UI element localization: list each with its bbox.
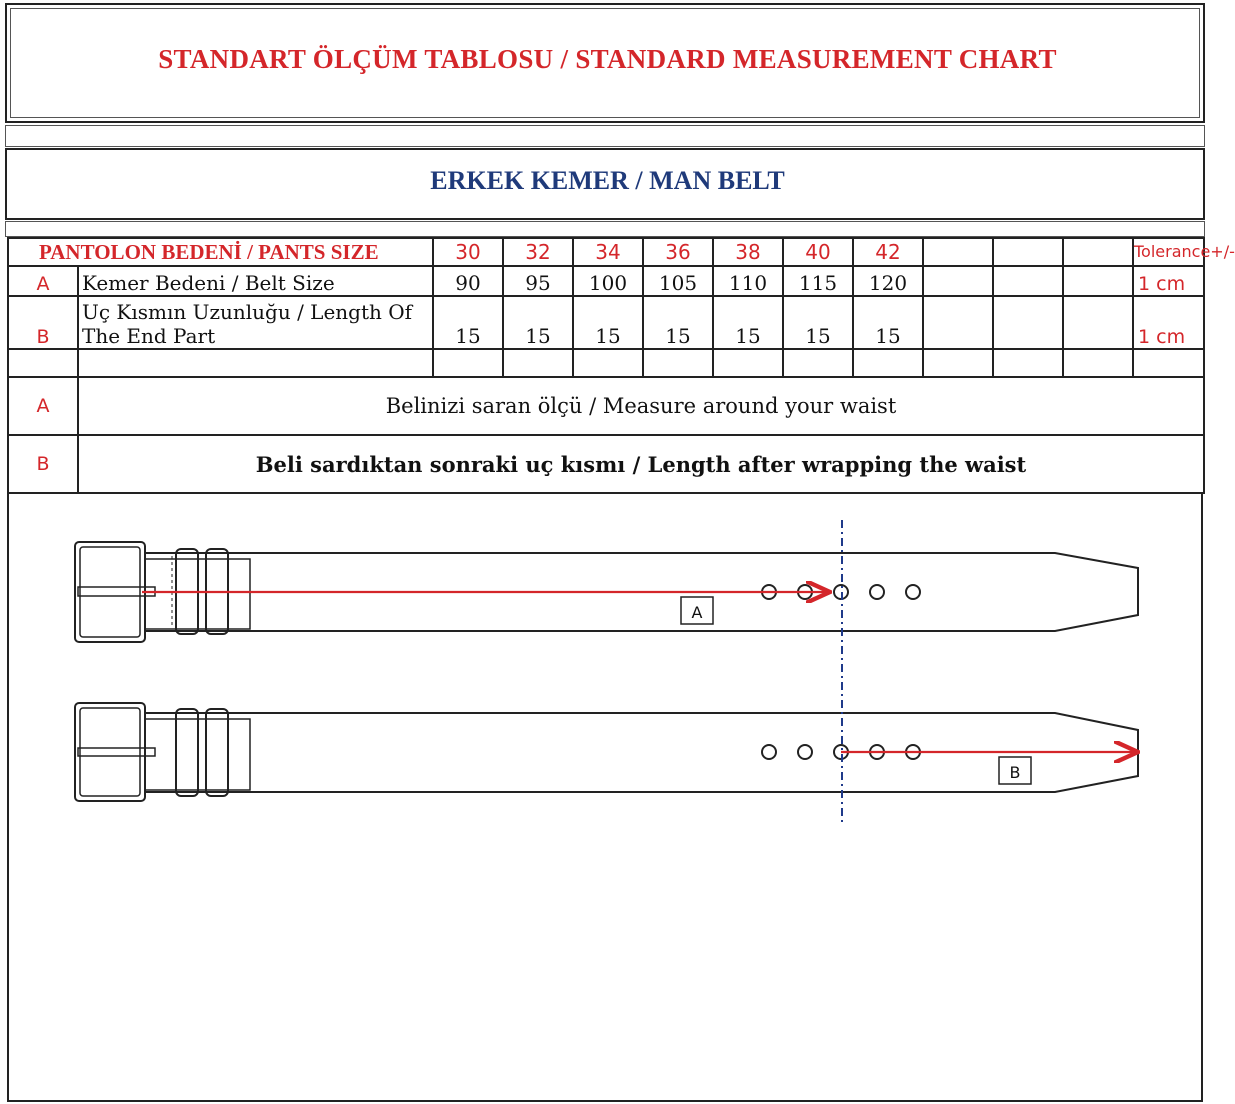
row-label: Uç Kısmın Uzunluğu / Length Of The End Part	[78, 296, 433, 349]
buckle-icon	[75, 542, 145, 642]
buckle-icon	[75, 703, 145, 801]
row-letter: B	[8, 296, 78, 349]
diagram-label-a: A	[691, 603, 703, 622]
value-cell: 15	[433, 296, 503, 349]
value-cell: 120	[853, 266, 923, 296]
belt-hole	[798, 745, 812, 759]
value-cell: 105	[643, 266, 713, 296]
value-cell: 15	[713, 296, 783, 349]
value-cell: 15	[853, 296, 923, 349]
diagram-label-b: B	[1009, 763, 1021, 782]
value-cell: 110	[713, 266, 783, 296]
belt-hole	[870, 585, 884, 599]
size-cell: 38	[713, 238, 783, 266]
page-subtitle: ERKEK KEMER / MAN BELT	[430, 166, 785, 195]
value-cell: 90	[433, 266, 503, 296]
value-cell: 15	[503, 296, 573, 349]
pants-size-label: PANTOLON BEDENİ / PANTS SIZE	[8, 238, 433, 266]
size-cell: 42	[853, 238, 923, 266]
value-cell: 100	[573, 266, 643, 296]
value-cell: 15	[643, 296, 713, 349]
tolerance-header: Tolerance+/-	[1133, 238, 1204, 266]
belt-hole	[762, 745, 776, 759]
row-label: Kemer Bedeni / Belt Size	[78, 266, 433, 296]
desc-text: Belinizi saran ölçü / Measure around your waist	[78, 377, 1204, 435]
tolerance-cell: 1 cm	[1133, 296, 1204, 349]
row-letter: A	[8, 266, 78, 296]
value-cell: 95	[503, 266, 573, 296]
value-cell: 15	[783, 296, 853, 349]
value-cell: 15	[573, 296, 643, 349]
size-cell: 40	[783, 238, 853, 266]
desc-letter: B	[8, 435, 78, 493]
size-cell: 32	[503, 238, 573, 266]
page-title: STANDART ÖLÇÜM TABLOSU / STANDARD MEASUREMENT CHART	[158, 44, 1057, 74]
size-cell: 36	[643, 238, 713, 266]
size-cell: 30	[433, 238, 503, 266]
value-cell: 115	[783, 266, 853, 296]
desc-text: Beli sardıktan sonraki uç kısmı / Length after wrapping the waist	[78, 435, 1204, 493]
tolerance-cell: 1 cm	[1133, 266, 1204, 296]
desc-letter: A	[8, 377, 78, 435]
size-cell: 34	[573, 238, 643, 266]
belt-hole	[906, 585, 920, 599]
